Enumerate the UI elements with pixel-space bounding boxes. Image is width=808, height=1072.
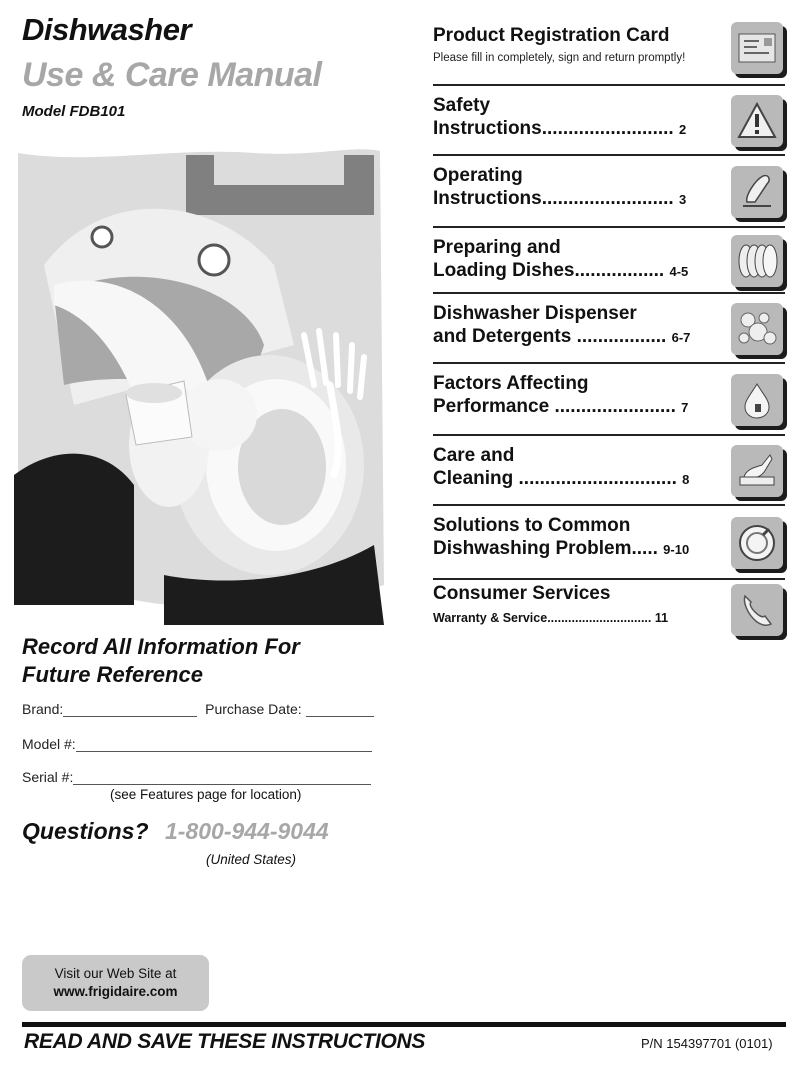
toc-item-text (433, 444, 719, 491)
toc-item-text (433, 164, 719, 211)
registration-title: Product Registration Card (433, 25, 670, 46)
toc-item-heading-line1: Factors Affecting (433, 373, 589, 394)
toc-page-number: 8 (682, 472, 690, 487)
toc-item[interactable] (433, 228, 785, 294)
phone-icon (731, 584, 783, 636)
toc-item-heading-line2: Instructions......................... 3 (433, 188, 687, 209)
table-of-contents (433, 22, 785, 646)
toc-page-number: 6-7 (671, 330, 691, 345)
toc-item-heading-line2: Instructions......................... 2 (433, 118, 687, 139)
toc-item-heading-line1: Solutions to Common (433, 515, 631, 536)
toc-item[interactable] (433, 364, 785, 436)
toc-item-heading-line2: Performance ....................... 7 (433, 396, 689, 417)
record-heading: Record All Information For Future Reference (22, 634, 300, 687)
serial-field[interactable]: Serial #: (22, 769, 371, 785)
toc-consumer-services[interactable] (433, 580, 785, 646)
registration-note: Please fill in completely, sign and return promptly! (433, 52, 686, 64)
toc-item-heading-line1: Operating (433, 165, 523, 186)
detergent-bubbles-icon (731, 303, 783, 355)
toc-item-text (433, 236, 719, 283)
stacked-dishes-icon (731, 235, 783, 287)
finger-press-icon (731, 166, 783, 218)
toc-item-heading-line2: Loading Dishes................. 4-5 (433, 260, 689, 281)
phone-number[interactable]: 1-800-944-9044 (165, 818, 329, 844)
model-field[interactable]: Model #: (22, 736, 372, 752)
toc-item[interactable] (433, 86, 785, 156)
toc-item-text (433, 514, 719, 561)
toc-item-heading-line1: Preparing and (433, 237, 561, 258)
document-subtitle: Use & Care Manual (22, 56, 322, 94)
toc-item-heading-line2: Cleaning .............................. 8 (433, 468, 690, 489)
document-title: Dishwasher (22, 12, 192, 47)
toc-item-text (433, 302, 719, 349)
toc-item[interactable] (433, 436, 785, 506)
toc-item-text (433, 94, 719, 141)
toc-item[interactable] (433, 506, 785, 580)
dishwasher-illustration (14, 145, 386, 625)
footer-rule (22, 1022, 786, 1027)
water-drop-icon (731, 374, 783, 426)
see-features-note: (see Features page for location) (110, 787, 302, 802)
toc-item[interactable] (433, 294, 785, 364)
toc-item-heading-line1: Care and (433, 445, 515, 466)
toc-page-number: 7 (681, 400, 689, 415)
toc-item-heading-line2: and Detergents ................. 6-7 (433, 326, 691, 347)
toc-registration[interactable] (433, 22, 785, 86)
toc-item[interactable] (433, 156, 785, 228)
part-number: P/N 154397701 (0101) (641, 1036, 773, 1051)
toc-item-text (433, 372, 719, 419)
consumer-services-title: Consumer Services (433, 583, 611, 604)
toc-item-heading-line1: Dishwasher Dispenser (433, 303, 637, 324)
consumer-services-entry: Warranty & Service.............................. 11 (433, 611, 669, 625)
website-link[interactable]: www.frigidaire.com (53, 984, 178, 999)
plate-icon (731, 517, 783, 569)
questions-label: Questions? (22, 818, 149, 844)
toc-page-number: 4-5 (669, 264, 689, 279)
warning-icon (731, 95, 783, 147)
model-number: Model FDB101 (22, 103, 126, 120)
read-save-banner: READ AND SAVE THESE INSTRUCTIONS (24, 1030, 426, 1053)
region-note: (United States) (206, 852, 297, 867)
cleaning-hand-icon (731, 445, 783, 497)
envelope-icon (731, 22, 783, 74)
toc-page-number: 9-10 (663, 542, 690, 557)
toc-item-heading-line2: Dishwashing Problem..... 9-10 (433, 538, 690, 559)
website-box: Visit our Web Site at www.frigidaire.com (22, 955, 209, 1011)
toc-page-number: 2 (679, 122, 687, 137)
toc-page-number: 3 (679, 192, 687, 207)
toc-item-heading-line1: Safety (433, 95, 491, 116)
purchase-date-label: Purchase Date: (205, 701, 302, 717)
brand-field[interactable]: Brand: Purchase Date: (22, 701, 374, 717)
